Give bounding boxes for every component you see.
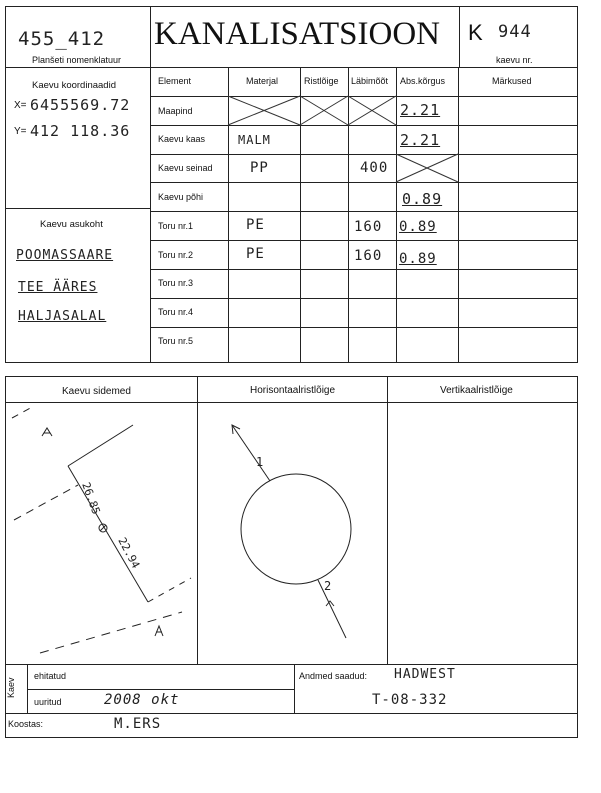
well-number: 944	[498, 22, 532, 42]
row-element: Toru nr.1	[158, 221, 194, 231]
col-header-height: Abs.kõrgus	[400, 76, 446, 86]
ties-heading: Kaevu sidemed	[62, 386, 131, 397]
coordinates-heading: Kaevu koordinaadid	[32, 80, 116, 91]
author-label: Koostas:	[8, 719, 44, 729]
location-line-1: POOMASSAARE	[16, 248, 114, 263]
measured-label: uuritud	[34, 697, 62, 707]
cell-diameter: 160	[354, 248, 383, 264]
cell-height: 2.21	[400, 101, 441, 119]
cell-height: 0.89	[402, 190, 443, 208]
tie-distance-1: 26.85	[79, 480, 103, 517]
cell-height: 0.89	[399, 251, 437, 267]
col-header-material: Materjal	[246, 76, 279, 86]
pipe-1-label: 1	[256, 455, 264, 469]
row-element: Kaevu põhi	[158, 192, 204, 202]
pipe-2-label: 2	[324, 579, 332, 593]
horizontal-heading: Horisontaalristlõige	[250, 385, 336, 396]
row-element: Maapind	[158, 106, 193, 116]
location-line-2: TEE ÄÄRES	[18, 280, 98, 295]
source-code: T-08-332	[372, 692, 448, 708]
cell-height: 0.89	[399, 219, 437, 235]
row-element: Kaevu kaas	[158, 134, 206, 144]
row-element: Toru nr.3	[158, 278, 194, 288]
source-label: Andmed saadud:	[299, 671, 368, 681]
plan-number: 455_412	[18, 28, 106, 50]
col-header-element: Element	[158, 76, 192, 86]
y-label: Y=	[14, 126, 27, 137]
built-label: ehitatud	[34, 671, 67, 681]
cell-material: PE	[246, 217, 265, 233]
cell-material: MALM	[238, 133, 271, 147]
well-prefix: K	[468, 20, 483, 45]
cell-height: 2.21	[400, 131, 441, 149]
cell-material: PE	[246, 246, 265, 262]
well-label: kaevu nr.	[496, 55, 533, 65]
tie-distance-2: 22.94	[115, 535, 143, 571]
row-element: Toru nr.4	[158, 307, 194, 317]
measured-value: 2008 okt	[104, 692, 180, 708]
location-line-3: HALJASALAL	[18, 309, 107, 324]
well-side-label: Kaev	[6, 677, 16, 698]
cell-diameter: 160	[354, 219, 383, 235]
col-header-diameter: Läbimõõt	[351, 76, 389, 86]
author-value: M.ERS	[114, 716, 162, 732]
x-value: 6455569.72	[30, 96, 131, 114]
x-label: X=	[14, 100, 27, 111]
vertical-heading: Vertikaalristlõige	[440, 385, 513, 396]
plan-label: Planšeti nomenklatuur	[32, 55, 122, 65]
cell-material: PP	[250, 160, 269, 176]
col-header-cross: Ristlõige	[304, 76, 339, 86]
cell-diameter: 400	[360, 160, 389, 176]
page-title: KANALISATSIOON	[154, 16, 440, 52]
location-heading: Kaevu asukoht	[40, 219, 103, 230]
col-header-notes: Märkused	[492, 76, 532, 86]
source-value: HADWEST	[394, 667, 456, 682]
row-element: Kaevu seinad	[158, 163, 213, 173]
row-element: Toru nr.2	[158, 250, 194, 260]
y-value: 412 118.36	[30, 122, 131, 140]
row-element: Toru nr.5	[158, 336, 194, 346]
